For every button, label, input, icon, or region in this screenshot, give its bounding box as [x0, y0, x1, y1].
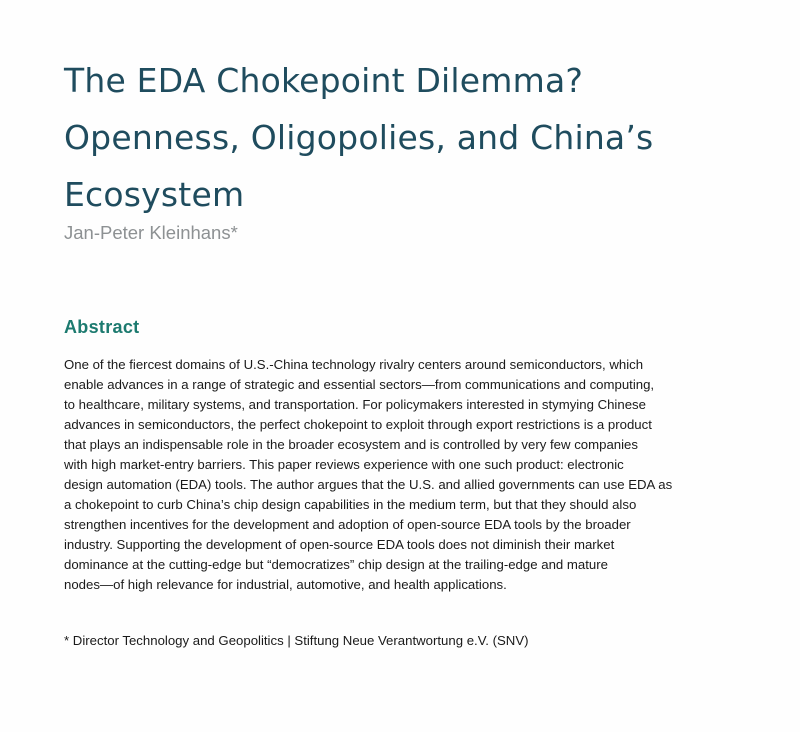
abstract-line: strengthen incentives for the development and adoption of open-source EDA tools by the broader — [64, 517, 631, 532]
abstract-line: industry. Supporting the development of open-source EDA tools does not diminish their market — [64, 537, 615, 552]
abstract-body — [64, 355, 744, 595]
paper-title — [64, 52, 724, 223]
author-footnote: * Director Technology and Geopolitics | Stiftung Neue Verantwortung e.V. (SNV) — [64, 633, 529, 648]
abstract-line: nodes—of high relevance for industrial, automotive, and health applications. — [64, 577, 507, 592]
abstract-line: advances in semiconductors, the perfect chokepoint to exploit through export restrictions is a product — [64, 417, 652, 432]
abstract-line: dominance at the cutting-edge but “democratizes” chip design at the trailing-edge and mature — [64, 557, 608, 572]
abstract-line: One of the fiercest domains of U.S.-China technology rivalry centers around semiconductors, which — [64, 357, 644, 372]
author-name: Jan-Peter Kleinhans* — [64, 222, 238, 243]
abstract-line: to healthcare, military systems, and transportation. For policymakers interested in stymying Chinese — [64, 397, 646, 412]
abstract-line: design automation (EDA) tools. The author argues that the U.S. and allied governments can use EDA as — [64, 477, 673, 492]
abstract-line: a chokepoint to curb China’s chip design capabilities in the medium term, but that they should also — [64, 497, 637, 512]
title-line: Ecosystem — [64, 175, 245, 214]
title-line: The EDA Chokepoint Dilemma? — [64, 61, 584, 100]
abstract-line: with high market-entry barriers. This paper reviews experience with one such product: electronic — [64, 457, 624, 472]
title-line: Openness, Oligopolies, and China’s — [64, 118, 654, 157]
abstract-line: that plays an indispensable role in the broader ecosystem and is controlled by very few companies — [64, 437, 638, 452]
abstract-heading: Abstract — [64, 317, 140, 337]
abstract-line: enable advances in a range of strategic and essential sectors—from communications and computing, — [64, 377, 655, 392]
